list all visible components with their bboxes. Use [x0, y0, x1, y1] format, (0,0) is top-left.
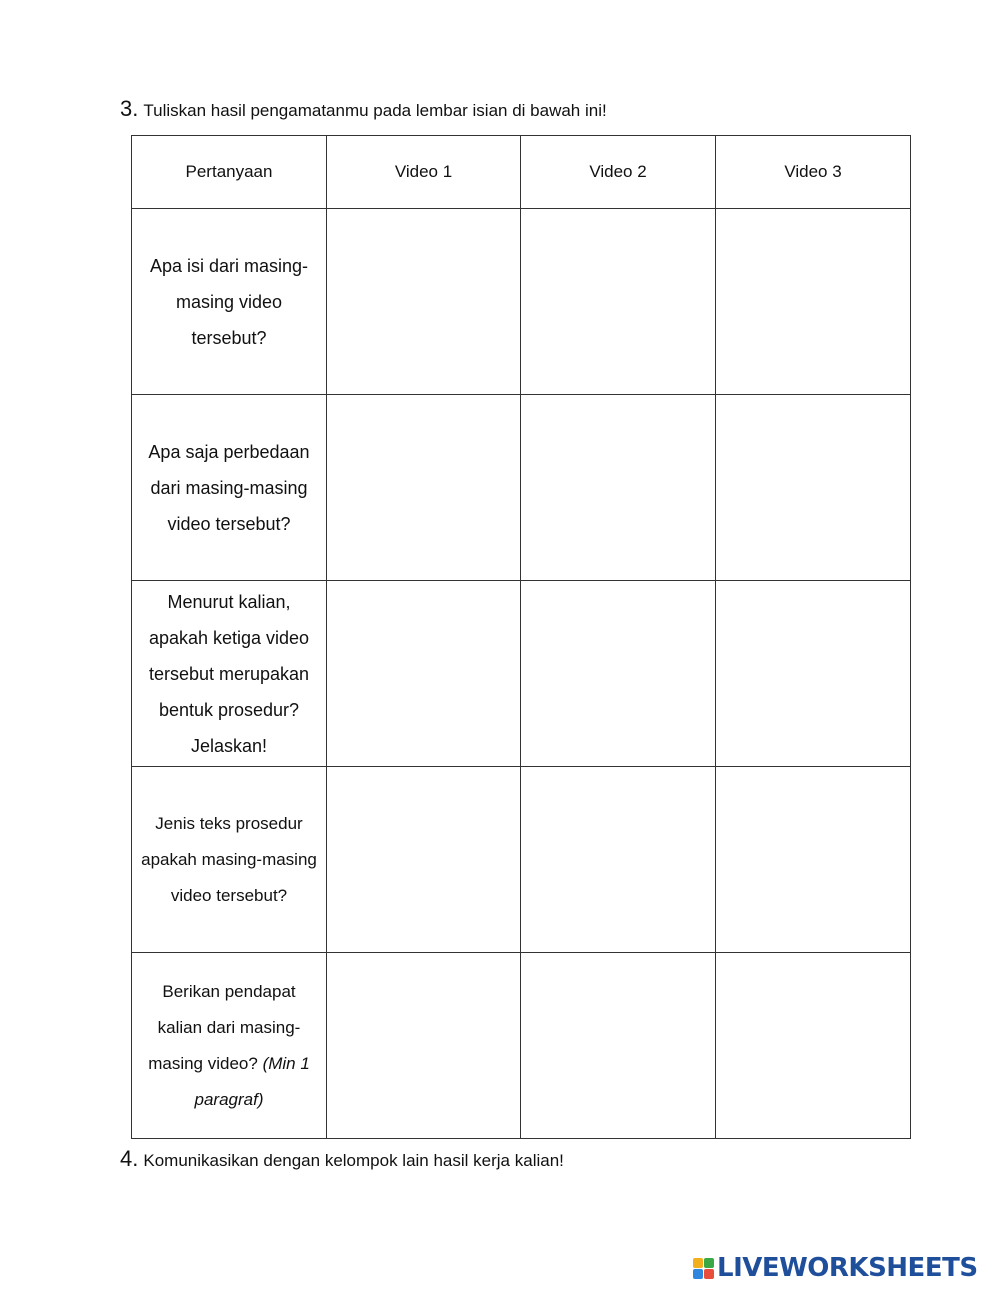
answer-cell-video-1[interactable]	[327, 581, 521, 767]
instruction-4-text: Komunikasikan dengan kelompok lain hasil kerja kalian!	[143, 1151, 564, 1170]
answer-cell-video-3[interactable]	[716, 209, 911, 395]
question-text-main: Berikan pendapat kalian dari masing-masing video?	[148, 981, 301, 1073]
answer-cell-video-1[interactable]	[327, 209, 521, 395]
question-text: Apa isi dari masing-masing video tersebut?	[149, 255, 309, 348]
question-cell	[132, 209, 327, 395]
logo-block	[693, 1269, 703, 1279]
question-cell	[132, 395, 327, 581]
answer-cell-video-1[interactable]	[327, 767, 521, 953]
answer-cell-video-1[interactable]	[327, 395, 521, 581]
answer-cell-video-2[interactable]	[521, 395, 716, 581]
logo-blocks-icon	[693, 1258, 714, 1279]
logo-block	[704, 1269, 714, 1279]
question-text	[140, 974, 318, 1118]
observation-table	[131, 135, 911, 1139]
instruction-3-number: 3.	[120, 96, 139, 121]
header-video-2: Video 2	[521, 136, 716, 209]
answer-cell-video-2[interactable]	[521, 581, 716, 767]
question-text: Apa saja perbedaan dari masing-masing video tersebut?	[148, 441, 310, 534]
answer-cell-video-3[interactable]	[716, 395, 911, 581]
question-text: Jenis teks prosedur apakah masing-masing video tersebut?	[141, 813, 317, 905]
logo-block	[693, 1258, 703, 1268]
answer-cell-video-3[interactable]	[716, 767, 911, 953]
instruction-3-text: Tuliskan hasil pengamatanmu pada lembar isian di bawah ini!	[143, 101, 607, 120]
question-text: Menurut kalian, apakah ketiga video tersebut merupakan bentuk prosedur? Jelaskan!	[148, 591, 310, 756]
header-question: Pertanyaan	[132, 136, 327, 209]
header-video-3: Video 3	[716, 136, 911, 209]
table-row	[132, 209, 911, 395]
table-row	[132, 581, 911, 767]
table-row	[132, 953, 911, 1139]
answer-cell-video-2[interactable]	[521, 767, 716, 953]
answer-cell-video-2[interactable]	[521, 209, 716, 395]
question-cell	[132, 953, 327, 1139]
header-video-1: Video 1	[327, 136, 521, 209]
table-header-row	[132, 136, 911, 209]
answer-cell-video-3[interactable]	[716, 581, 911, 767]
question-cell	[132, 767, 327, 953]
question-cell	[132, 581, 327, 767]
table-row	[132, 395, 911, 581]
answer-cell-video-3[interactable]	[716, 953, 911, 1139]
answer-cell-video-1[interactable]	[327, 953, 521, 1139]
liveworksheets-logo	[693, 1253, 978, 1283]
table-row	[132, 767, 911, 953]
instruction-4-number: 4.	[120, 1146, 139, 1171]
answer-cell-video-2[interactable]	[521, 953, 716, 1139]
logo-block	[704, 1258, 714, 1268]
question-text-note: (Min 1 paragraf)	[194, 1053, 310, 1109]
logo-text: LIVEWORKSHEETS	[717, 1253, 978, 1283]
instruction-4	[120, 1146, 564, 1172]
instruction-3	[120, 96, 607, 122]
